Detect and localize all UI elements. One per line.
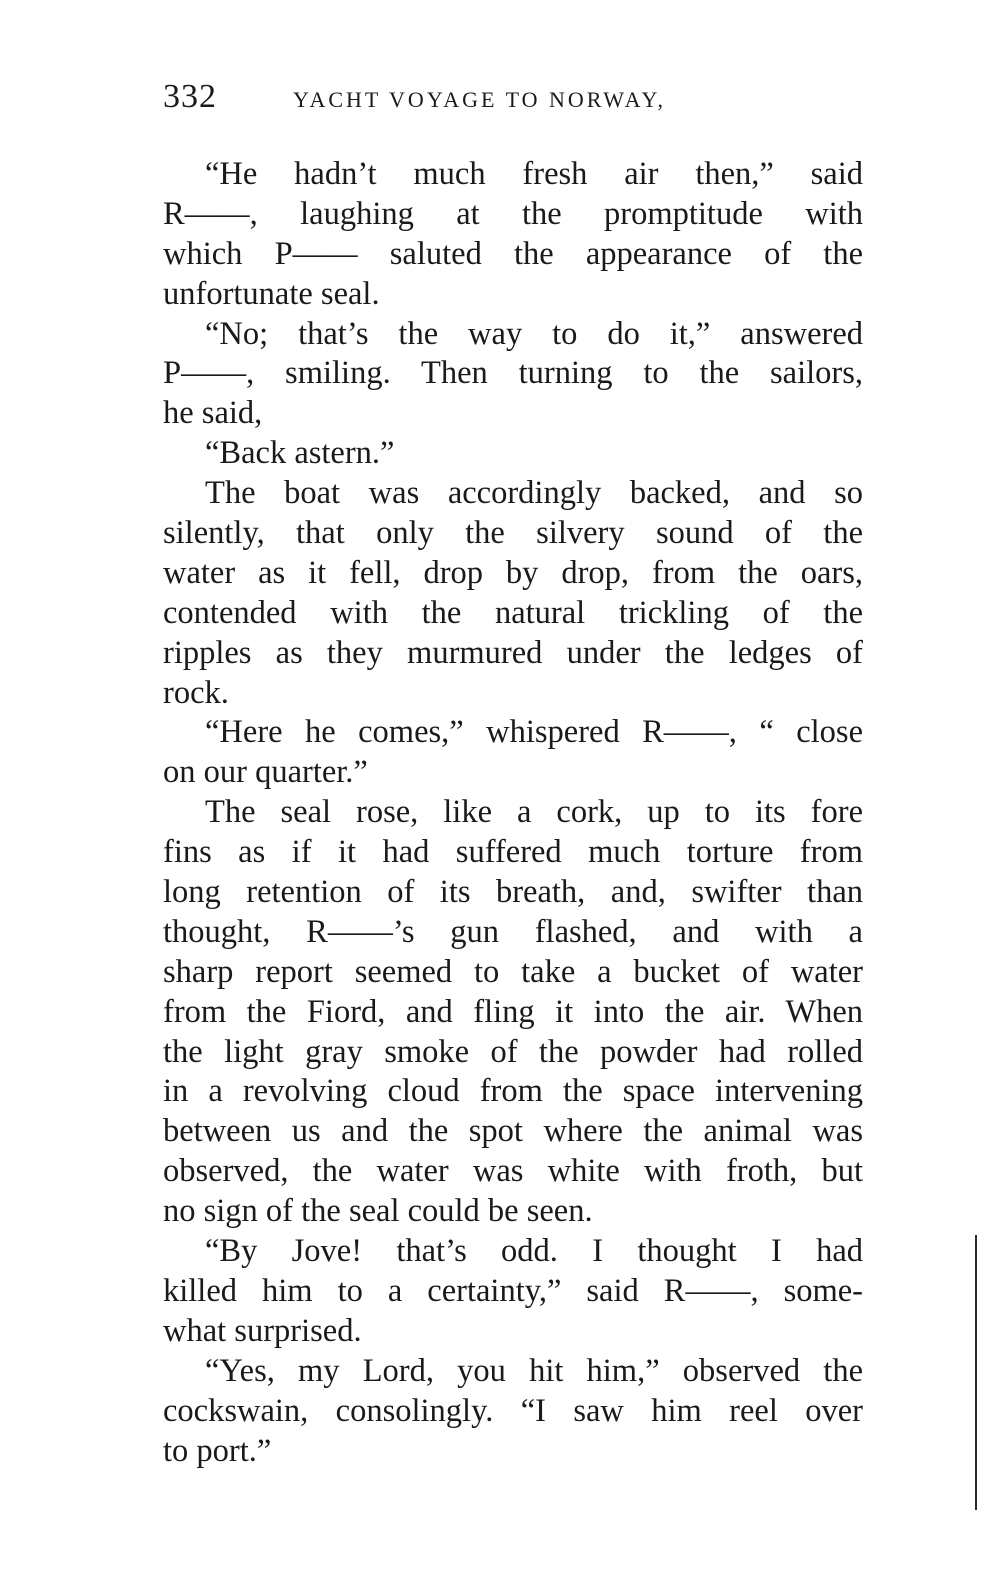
text-line: sharp report seemed to take a bucket of water xyxy=(163,953,863,990)
text-line: to port.” xyxy=(163,1432,272,1469)
text-line: long retention of its breath, and, swifter than xyxy=(163,874,863,911)
scan-edge-mark xyxy=(975,1235,977,1510)
text-line: no sign of the seal could be seen. xyxy=(163,1193,593,1230)
text-line: killed him to a certainty,” said R——, some- xyxy=(163,1272,863,1309)
text-line: between us and the spot where the animal was xyxy=(163,1113,863,1150)
text-line: observed, the water was white with froth, but xyxy=(163,1153,863,1190)
text-line: the light gray smoke of the powder had rolled xyxy=(163,1033,863,1070)
running-head xyxy=(163,78,863,122)
text-line: thought, R——’s gun flashed, and with a xyxy=(163,913,863,950)
text-line: “No; that’s the way to do it,” answered xyxy=(205,315,863,352)
text-line: on our quarter.” xyxy=(163,754,368,791)
running-title: YACHT VOYAGE TO NORWAY, xyxy=(293,87,666,112)
text-line: “Back astern.” xyxy=(205,435,395,472)
text-line: silently, that only the silvery sound of the xyxy=(163,515,863,552)
text-line: “He hadn’t much fresh air then,” said xyxy=(205,156,863,192)
text-line: ripples as they murmured under the ledges of xyxy=(163,634,863,671)
text-line: cockswain, consolingly. “I saw him reel over xyxy=(163,1392,863,1429)
text-line: “By Jove! that’s odd. I thought I had xyxy=(205,1233,863,1270)
text-line: which P—— saluted the appearance of the xyxy=(163,235,863,272)
text-line: in a revolving cloud from the space intervening xyxy=(163,1073,863,1110)
text-line: fins as if it had suffered much torture from xyxy=(163,834,863,871)
text-line: R——, laughing at the promptitude with xyxy=(163,195,863,232)
page-number: 332 xyxy=(163,78,217,115)
text-line: The seal rose, like a cork, up to its fore xyxy=(205,794,863,831)
text-line: “Here he comes,” whispered R——, “ close xyxy=(205,714,863,751)
text-line: rock. xyxy=(163,674,229,711)
text-line: contended with the natural trickling of the xyxy=(163,594,863,631)
text-line: The boat was accordingly backed, and so xyxy=(205,475,863,512)
body-text xyxy=(163,155,863,1471)
text-line: water as it fell, drop by drop, from the oars, xyxy=(163,554,863,591)
text-line: “Yes, my Lord, you hit him,” observed the xyxy=(205,1352,863,1389)
text-line: what surprised. xyxy=(163,1312,362,1349)
text-line: P——, smiling. Then turning to the sailors, xyxy=(163,355,863,392)
text-line: unfortunate seal. xyxy=(163,275,380,312)
text-line: from the Fiord, and fling it into the air. When xyxy=(163,993,863,1030)
text-line: he said, xyxy=(163,395,263,432)
